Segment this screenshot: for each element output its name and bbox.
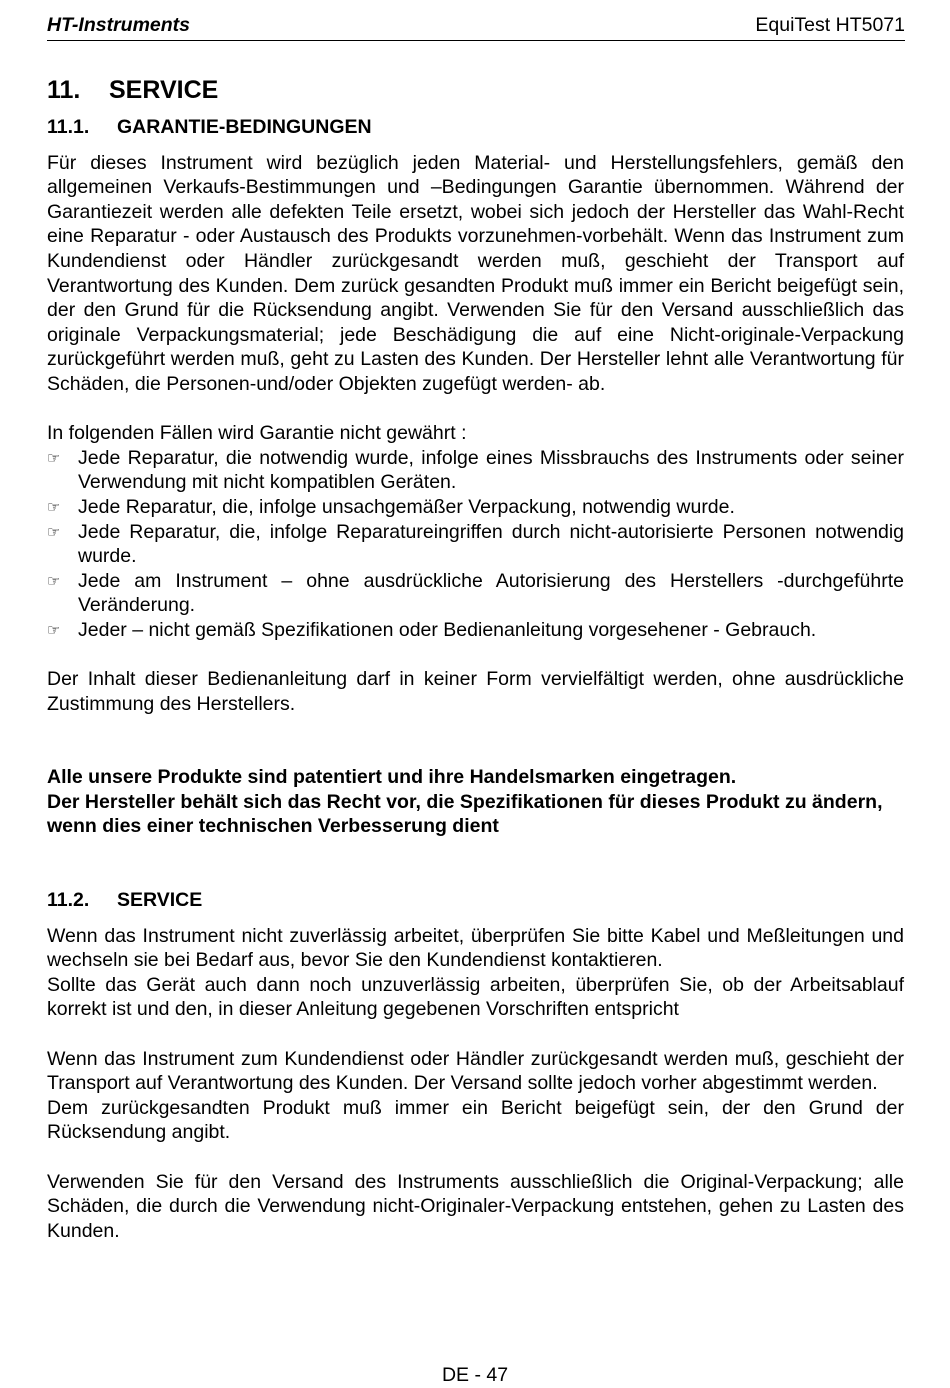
page-number: DE - 47 [441,1364,509,1386]
service-paragraph-3: Wenn das Instrument zum Kundendienst oder Händler zurückgesandt werden muß, geschieht der Transport auf Verantwortung des Kunden. Der Versand sollte jedoch vorher abgestimmt werden. [47,1047,904,1095]
pointing-hand-icon: ☞ [47,522,61,541]
section-number: 11. [47,76,81,104]
service-heading [47,888,904,913]
warranty-title: GARANTIE-BEDINGUNGEN [117,116,372,138]
exclusions-list [47,446,904,643]
exclusions-intro: In folgenden Fällen wird Garantie nicht gewährt : [47,422,467,445]
pointing-hand-icon: ☞ [47,497,61,516]
page-content [47,75,904,1243]
legal-notice [47,765,904,839]
pointing-hand-icon: ☞ [47,620,61,639]
list-item: ☞ Jede Reparatur, die, infolge Reparatureingriffen durch nicht-autorisierte Personen notwendig wurde. [47,520,904,568]
pointing-hand-icon: ☞ [47,448,61,467]
service-paragraph-1: Wenn das Instrument nicht zuverlässig arbeitet, überprüfen Sie bitte Kabel und Meßleitungen und wechseln sie bei Bedarf aus, bevor Sie den Kundendienst kontaktieren. [47,924,904,972]
patent-notice: Alle unsere Produkte sind patentiert und ihre Handelsmarken eingetragen. [47,766,737,789]
service-paragraph-2: Sollte das Gerät auch dann noch unzuverlässig arbeiten, überprüfen Sie, ob der Arbeitsablauf korrekt ist und den, in dieser Anleitung gegebenen Vorschriften entspricht [47,973,904,1021]
service-number: 11.2. [47,889,90,912]
brand-name: HT-Instruments [47,14,191,36]
service-paragraph-4: Dem zurückgesandten Produkt muß immer ein Bericht beigefügt sein, der den Grund der Rücksendung angibt. [47,1096,904,1144]
list-item: ☞ Jede Reparatur, die, infolge unsachgemäßer Verpackung, notwendig wurde. [47,495,735,518]
warranty-number: 11.1. [47,116,90,138]
copyright-paragraph: Der Inhalt dieser Bedienanleitung darf in keiner Form vervielfältigt werden, ohne ausdrückliche Zustimmung des Herstellers. [47,668,904,715]
specification-notice: Der Hersteller behält sich das Recht vor, die Spezifikationen für dieses Produkt zu ändern, wenn dies einer technischen Verbesserung dient [47,790,883,838]
list-item: ☞ Jeder – nicht gemäß Spezifikationen oder Bedienanleitung vorgesehener - Gebrauch. [47,618,817,641]
list-item: ☞ Jede Reparatur, die notwendig wurde, infolge eines Missbrauchs des Instruments oder seiner Verwendung mit nicht kompatiblen Geräten. [47,446,904,494]
product-model: EquiTest HT5071 [755,14,905,36]
warranty-paragraph: Für dieses Instrument wird bezüglich jeden Material- und Herstellungsfehlers, gemäß den allgemeinen Verkaufs-Bestimmungen und –Bedingungen Garantie übernommen. Während der Garantiezeit werden alle defekten Teile ersetzt, wobei sich jedoch der Hersteller das Wahl-Recht eine Reparatur - oder Austausch des Produkts vorzunehmen-vorbehält. Wenn das Instrument zum Kundendienst oder Händler zurückgesandt werden muß, geschieht der Transport auf Verantwortung des Kunden. Dem zurück gesandten Produkt muß immer ein Bericht beigefügt sein, der den Grund für die Rücksendung angibt. Verwenden Sie für den Versand ausschließlich das originale Verpackungsmaterial; jede Beschädigung die auf eine Nicht-originale-Verpackung zurückgeführt werden muß, geht zu Lasten des Kunden. Der Hersteller lehnt alle Verantwortung für Schäden, die Personen-und/oder Objekten zugefügt werden- ab. [47,151,904,395]
warranty-heading [47,115,904,140]
section-title: SERVICE [109,76,219,104]
service-title: SERVICE [117,889,203,912]
page-header [47,12,905,41]
service-paragraph-5: Verwenden Sie für den Versand des Instruments ausschließlich die Original-Verpackung; alle Schäden, die durch die Verwendung nicht-Originaler-Verpackung entstehen, gehen zu Lasten des Kunden. [47,1170,904,1242]
section-heading [47,75,904,105]
pointing-hand-icon: ☞ [47,571,61,590]
list-item: ☞ Jede am Instrument – ohne ausdrückliche Autorisierung des Herstellers -durchgeführte Veränderung. [47,569,904,617]
